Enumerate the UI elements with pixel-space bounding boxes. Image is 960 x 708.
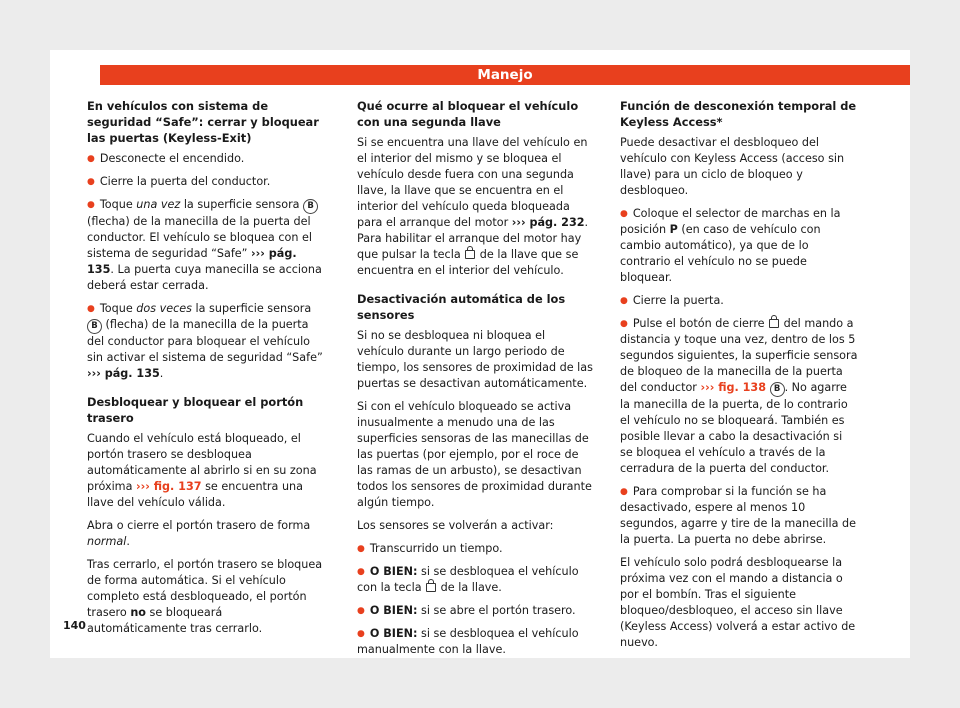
paragraph-sensor-frequent: Si con el vehículo bloqueado se activa inusualmente a menudo una de las superficies sensoras de las manecillas de las puertas (por ejemplo, por el roce de las ramas de un arbusto), se desactivan todos los sensores de proximidad durante algún tiempo. — [357, 400, 592, 509]
lock-icon — [769, 319, 779, 328]
step-ignition-off: ● Desconecte el encendido. — [87, 151, 325, 167]
reactivate-key: ● O BIEN: si se desbloquea el vehículo con la tecla de la llave. — [357, 564, 595, 596]
sensor-b-badge: B — [87, 319, 102, 334]
figure-ref-link[interactable]: ››› fig. 137 — [136, 480, 202, 493]
page-ref-link[interactable]: ››› pág. 135 — [87, 367, 160, 380]
page-ref-link[interactable]: ››› pág. 135 — [87, 247, 297, 276]
paragraph-tailgate-unlock: Cuando el vehículo está bloqueado, el portón trasero se desbloquea automáticamente al abrirlo si en su zona próxima ››› fig. 137 se encuentra una llave del vehículo válida. — [87, 432, 317, 509]
step-touch-once: ● Toque una vez la superficie sensora B (flecha) de la manecilla de la puerta del conductor. El vehículo se bloquea con el sistema de seguridad “Safe” ››› pág. 135. La puerta cuya manecilla se acciona deberá estar cerrada. — [87, 197, 325, 294]
paragraph-second-key: Si se encuentra una llave del vehículo en el interior del mismo y se bloquea el vehículo desde fuera con una segunda llave, la llave que se encuentra en el interior del vehículo queda bloqueada para el arranque del motor ››› pág. 232. Para habilitar el arranque del motor hay que pulsar la tecla de la llave que se encuentra en el interior del vehículo. — [357, 136, 589, 277]
lock-icon — [426, 583, 436, 592]
section-header: Manejo — [100, 65, 910, 85]
reactivate-time: ● Transcurrido un tiempo. — [357, 541, 595, 557]
column-3 — [620, 98, 858, 658]
heading-keyless-temp-off: Función de desconexión temporal de Keyless Access* — [620, 99, 857, 129]
paragraph-sensor-reactivate: Los sensores se volverán a activar: — [357, 519, 554, 532]
reactivate-tailgate: ● O BIEN: si se abre el portón trasero. — [357, 603, 595, 619]
sensor-b-badge: B — [303, 199, 318, 214]
sensor-b-badge: B — [770, 382, 785, 397]
step-press-lock: ● Pulse el botón de cierre del mando a distancia y toque una vez, dentro de los 5 segundos siguientes, la superficie sensora de bloqueo de la manecilla de la puerta del conductor ››› fig. 138 B . No agarre la manecilla de la puerta, de lo contrario el vehículo no se bloqueará. También es posible llevar a cabo la desactivación si se bloquea el vehículo a través de la cerradura de la puerta del conductor. — [620, 316, 858, 477]
reactivate-manual: ● O BIEN: si se desbloquea el vehículo manualmente con la llave. — [357, 626, 595, 658]
figure-ref-link[interactable]: ››› fig. 138 — [700, 381, 766, 394]
page-number: 140 — [63, 619, 86, 632]
manual-page — [50, 50, 910, 658]
paragraph-next-unlock: El vehículo solo podrá desbloquearse la próxima vez con el mando a distancia o por el bombín. Tras el siguiente bloqueo/desbloqueo, el acceso sin llave (Keyless Access) volverá a estar activo de nuevo. — [620, 556, 856, 649]
step-gear-selector: ● Coloque el selector de marchas en la posición P (en caso de vehículo con cambio automático), ya que de lo contrario el vehículo no se puede bloquear. — [620, 206, 858, 286]
lock-icon — [465, 250, 475, 259]
column-2 — [357, 98, 595, 665]
paragraph-keyless-intro: Puede desactivar el desbloqueo del vehículo con Keyless Access (acceso sin llave) para un ciclo de bloqueo y desbloqueo. — [620, 136, 845, 197]
step-check-function: ● Para comprobar si la función se ha desactivado, espere al menos 10 segundos, agarre y tire de la manecilla de la puerta. La puerta no debe abrirse. — [620, 484, 858, 548]
step-close-door: ● Cierre la puerta. — [620, 293, 858, 309]
paragraph-sensor-auto-off: Si no se desbloquea ni bloquea el vehículo durante un largo periodo de tiempo, los sensores de proximidad de las puertas se desactivan automáticamente. — [357, 329, 593, 390]
heading-tailgate: Desbloquear y bloquear el portón trasero — [87, 395, 304, 425]
heading-keyless-exit: En vehículos con sistema de seguridad “Safe”: cerrar y bloquear las puertas (Keyless-Exit) — [87, 99, 319, 145]
paragraph-tailgate-normal: Abra o cierre el portón trasero de forma normal. — [87, 519, 311, 548]
heading-second-key: Qué ocurre al bloquear el vehículo con una segunda llave — [357, 99, 579, 129]
step-close-door: ● Cierre la puerta del conductor. — [87, 174, 325, 190]
step-touch-twice: ● Toque dos veces la superficie sensora B (flecha) de la manecilla de la puerta del conductor para bloquear el vehículo sin activar el sistema de seguridad “Safe” ››› pág. 135. — [87, 301, 325, 382]
paragraph-tailgate-lock: Tras cerrarlo, el portón trasero se bloquea de forma automática. Si el vehículo completo está desbloqueado, el portón trasero no se bloqueará automáticamente tras cerrarlo. — [87, 558, 323, 635]
heading-sensor-deactivation: Desactivación automática de los sensores — [357, 292, 566, 322]
column-1 — [87, 98, 325, 644]
page-ref-link[interactable]: ››› pág. 232 — [511, 216, 585, 229]
